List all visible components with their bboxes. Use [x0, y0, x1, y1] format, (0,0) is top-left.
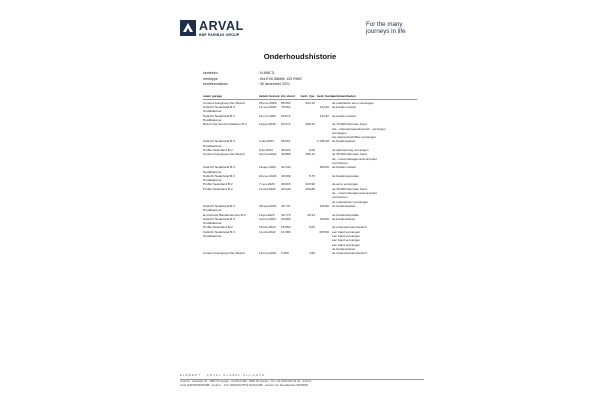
cell-mileage: 66.872 — [281, 113, 291, 118]
cell-work: de bandenwissel — [332, 139, 356, 144]
cell-amount-vehicle: 209,88 — [305, 186, 315, 191]
cell-amount-tyres: 114,40 — [319, 113, 329, 118]
cell-garage: Kwik-Fit Nederland B.V. — [203, 113, 236, 118]
cell-mileage: 38.615 — [281, 182, 291, 187]
cell-mileage: 32.747 — [281, 203, 291, 208]
cell-mileage: 23.895 — [281, 216, 291, 221]
cell-amount-tyres: 189,00 — [319, 165, 329, 170]
cell-date: 29-sep-2023 — [259, 203, 277, 208]
cell-work: de ruitensproeiervloeistof — [332, 225, 367, 230]
cell-work: de banden wissel — [332, 165, 356, 170]
field-value: : 30 december 2021 — [258, 82, 290, 87]
cell-mileage: 8.209 — [281, 251, 289, 256]
cell-work: een band vervangen — [332, 234, 361, 238]
field-label: merktype — [203, 76, 218, 81]
column-header-mileage: km stand — [281, 94, 295, 98]
cell-amount-tyres: 100,80 — [319, 203, 329, 208]
cell-garage: Kwik-Fit Nederland B.V. — [203, 173, 236, 178]
cell-date: 19-apr-2024 — [259, 165, 276, 170]
vehicle-info — [203, 71, 302, 88]
cell-garage: Profile Nederland B.V. — [203, 148, 234, 153]
cell-garage: Kwik-Fit Nederland B.V. — [203, 216, 236, 221]
cell-date: 13-okt-2023 — [259, 186, 276, 191]
cell-garage: E-promotor Bandenservice B.V. — [203, 212, 247, 217]
footer-address: Arval bv · Goeseels 22 · 3800 Ch Houten · Postbus 598 · 3990 AN Houten · Tel. +31 (0)30 602 44 44 · arval.nl — [180, 380, 312, 384]
cell-mileage: 43.099 — [281, 173, 291, 178]
cell-date: 19-jul-2023 — [259, 212, 275, 217]
cell-garage: Content Autogroep Den Bosch — [203, 251, 245, 256]
cell-garage: Hoofdkantoor — [203, 109, 222, 114]
cell-work: het interieurluchtfilter vervangen — [332, 135, 377, 140]
cell-mileage: 22.860 — [281, 225, 291, 230]
cell-garage: Hoofdkantoor — [203, 208, 222, 213]
cell-date: 25-nov-2025 — [259, 100, 277, 105]
cell-garage: Profile Nederland B.V. — [203, 225, 234, 230]
cell-work: de bandenreparatie — [332, 173, 359, 178]
cell-date: 24-mei-2024 — [259, 152, 277, 157]
document-footer — [180, 374, 424, 388]
cell-garage: Kwik-Fit Nederland B.V. — [203, 165, 236, 170]
cell-date: 22-nov-2023 — [259, 173, 277, 178]
cell-amount-vehicle: 226,96 — [305, 182, 315, 187]
cell-garage: Kwik-Fit Nederland B.V. — [203, 229, 236, 234]
cell-work: de bandenwissel — [332, 246, 356, 251]
cell-work: de afscherming vervangen — [332, 148, 369, 153]
column-header-amount-tyres: bedr. band. — [317, 94, 334, 98]
cell-date: 10-jan-2025 — [259, 122, 276, 127]
cell-garage: Kwik-Fit Nederland B.V. — [203, 105, 236, 110]
cell-garage: Hoofdkantoor — [203, 221, 222, 226]
cell-amount-vehicle: 5,75 — [308, 173, 315, 178]
cell-date: 23-feb-2023 — [259, 225, 276, 230]
cell-amount-tyres: 100,80 — [319, 216, 329, 221]
footer-title: ELEMENT · ARVAL GLOBAL ALLIANCE — [180, 374, 266, 377]
cell-amount-vehicle: 295,24 — [305, 122, 315, 127]
cell-garage: Hoofdkantoor — [203, 143, 222, 148]
cell-garage: Content Autogroep Den Bosch — [203, 100, 245, 105]
cell-work: de accu vervangen — [332, 182, 359, 187]
table-body — [203, 101, 417, 256]
arval-logo-icon — [180, 20, 196, 36]
cell-work: de banden wissel — [332, 113, 356, 118]
cell-work: een band vervangen — [332, 242, 361, 247]
cell-mileage: 30.773 — [281, 212, 291, 217]
cell-garage: Content Autogroep Den Bosch — [203, 152, 245, 157]
arval-logo — [180, 20, 250, 42]
footer-registration: Arval NLBOBOBOBOBB · Arval bv · KvK 30062002 BTW NL8101289 · Houten van Sleepthandel 30638599 — [180, 383, 309, 387]
cell-work: de bandenwissel — [332, 203, 356, 208]
cell-amount-vehicle: 4,95 — [308, 251, 315, 256]
cell-garage: Bosch Car Service Dekkers B.V. — [203, 122, 248, 127]
cell-garage: Profile Nederland B.V. — [203, 182, 234, 187]
cell-amount-vehicle: 0,00 — [308, 148, 315, 153]
cell-mileage: 60.270 — [281, 122, 291, 127]
cell-garage: Hoofdkantoor — [203, 178, 222, 183]
cell-amount-tyres — [317, 251, 331, 255]
cell-amount-vehicle: 204,15 — [305, 100, 315, 105]
cell-amount-tyres: 605,96 — [319, 229, 329, 234]
cell-work: de - motormanagementcomputer — [332, 191, 378, 196]
cell-work: een band vervangen — [332, 229, 361, 234]
cell-amount-tyres: 1.036,60 — [317, 139, 330, 144]
brand-name: ARVAL — [199, 19, 244, 33]
table-header — [203, 94, 417, 100]
cell-work: de elektrische accu vervangen — [332, 100, 374, 105]
cell-amount-vehicle: 28,14 — [307, 212, 315, 217]
cell-date: 12-sep-2025 — [259, 105, 277, 110]
cell-work: de 75.000 kilometer beurt — [332, 122, 368, 127]
cell-amount-vehicle: 286,13 — [305, 152, 315, 157]
cell-mileage: 14.380 — [281, 229, 291, 234]
field-value: : Kia EV6 58kWh 125 RWD — [258, 76, 302, 81]
column-header-garage: naam garage — [203, 94, 223, 98]
cell-date: 7-nov-2023 — [259, 182, 275, 187]
cell-date: 21-mrt-2025 — [259, 113, 276, 118]
cell-mileage: 45.886 — [281, 152, 291, 157]
cell-mileage: 33.943 — [281, 186, 291, 191]
cell-garage: Hoofdkantoor — [203, 169, 222, 174]
cell-work: het - ruitensproeiervloeistof - verzorgen — [332, 126, 386, 131]
cell-work: controleren — [332, 160, 348, 165]
cell-work: de ruitensproeiervloeistof — [332, 251, 367, 256]
column-header-work: werkzaamheden — [332, 94, 356, 98]
cell-garage: Hoofdkantoor — [203, 117, 222, 122]
cell-mileage: 56.061 — [281, 139, 291, 144]
cell-mileage: 49.924 — [281, 148, 291, 153]
cell-date: 10-mrt-2023 — [259, 216, 276, 221]
cell-work: een band vervangen — [332, 238, 361, 243]
cell-work: de 45.000 kilometer beurt — [332, 152, 368, 157]
cell-work: de bandenreparatie — [332, 212, 359, 217]
column-header-date: datum bezoek — [259, 94, 280, 98]
cell-work: vervangen — [332, 130, 347, 135]
field-label: kenteken — [203, 71, 218, 75]
maintenance-table — [203, 94, 417, 255]
field-value: : N-898-TL — [258, 71, 276, 75]
column-header-amount-vehicle: bedr. rijw. — [300, 94, 315, 98]
cell-amount-vehicle: 0,00 — [308, 225, 315, 230]
cell-garage: Hoofdkantoor — [203, 234, 222, 238]
cell-date: 19-mei-2022 — [259, 251, 277, 256]
field-label: kentekendatum — [203, 82, 228, 87]
cell-work: controleren — [332, 195, 348, 200]
brand-group: BNP PARIBAS GROUP — [199, 33, 240, 37]
cell-work: de banden wissel — [332, 105, 356, 110]
document-title: Onderhoudshistorie — [263, 52, 337, 61]
cell-garage: Profile Nederland B.V. — [203, 186, 234, 191]
cell-garage: Kwik-Fit Nederland B.V. — [203, 203, 236, 208]
cell-amount-tyres: 114,40 — [319, 105, 329, 110]
brand-tagline: For the many journeys in life — [366, 21, 406, 36]
cell-mileage: 85.593 — [281, 100, 291, 105]
cell-mileage: 44.342 — [281, 165, 291, 170]
cell-date: 12-okt-2022 — [259, 229, 276, 234]
document-page — [168, 0, 432, 400]
cell-mileage: 79.562 — [281, 105, 291, 110]
cell-work: de - motormanagementcomputer — [332, 156, 378, 161]
cell-work: de bandenwissel — [332, 216, 356, 221]
cell-date: 9-jul-2024 — [259, 148, 273, 153]
cell-work: de ruitenwisser vervangen — [332, 199, 369, 204]
vehicle-field-registration-date — [203, 82, 302, 88]
cell-date: 4-okt-2024 — [259, 139, 274, 144]
cell-garage: Kwik-Fit Nederland B.V. — [203, 139, 236, 144]
cell-work: de 30.000 kilometer beurt — [332, 186, 368, 191]
table-row — [203, 251, 417, 255]
